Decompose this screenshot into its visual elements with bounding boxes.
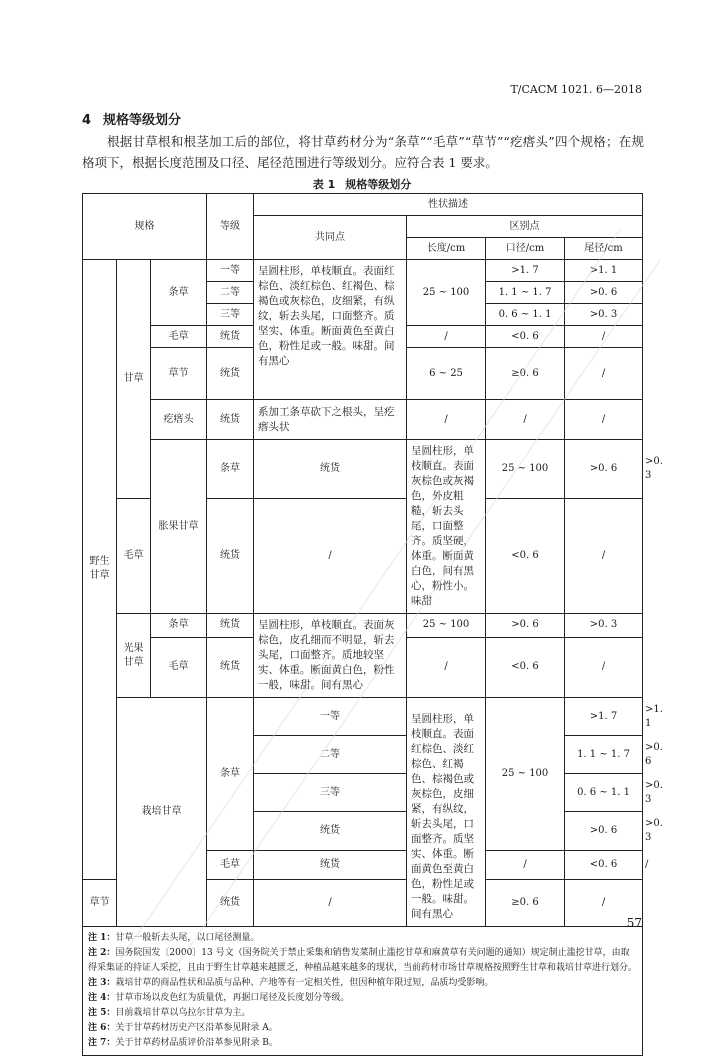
note-line	[88, 976, 637, 991]
wild-caojie-label: 草节	[151, 348, 207, 400]
tail-cell: /	[565, 348, 643, 400]
mouth-cell: <0. 6	[486, 326, 565, 348]
grade-cell: 一等	[207, 260, 254, 282]
guangguo-tiao-label: 条草	[151, 614, 207, 638]
intro-paragraph: 根据甘草根和根茎加工后的部位，将甘草药材分为“条草”“毛草”“草节”“疙瘩头”四个规格；在规格项下，根据长度范围及口径、尾径范围进行等级划分。应符合表 1 要求。	[82, 134, 644, 170]
cultivated-maocao-label: 毛草	[207, 850, 254, 879]
tail-cell: /	[565, 326, 643, 348]
tail-cell: /	[565, 637, 643, 697]
tail-cell: >1. 1	[565, 260, 643, 282]
length-cell: /	[254, 499, 407, 614]
grade-cell: 统货	[207, 879, 254, 926]
length-cell: 25 ~ 100	[407, 260, 486, 326]
guangguo-label: 光果甘草	[117, 614, 151, 698]
note-label: 注 2：	[88, 948, 116, 958]
note-label: 注 4：	[88, 993, 116, 1003]
header-trait: 性状描述	[254, 194, 643, 216]
wild-geda-desc: 系加工条草砍下之根头，呈疙瘩头状	[254, 400, 407, 440]
header-mouth: 口径/cm	[486, 238, 565, 260]
header-tail: 尾径/cm	[565, 238, 643, 260]
note-line	[88, 1036, 637, 1051]
header-spec: 规格	[83, 194, 207, 260]
mouth-cell: >1. 7	[486, 260, 565, 282]
mouth-cell: <0. 6	[565, 850, 643, 879]
note-label: 注 5：	[88, 1008, 116, 1018]
note-text: 国务院国发〔2000〕13 号文（国务院关于禁止采集和销售发菜制止滥挖甘草和麻黄草有关问题的通知）规定制止滥挖甘草，由取得采集证的持证人采挖，且由于野生甘草越来越匮乏，种植品越来越多的现状，当前药材市场甘草规格按照野生甘草和栽培甘草进行划分。	[88, 948, 638, 973]
tail-cell: /	[565, 499, 643, 614]
length-cell: 25 ~ 100	[486, 440, 565, 499]
cultivated-label: 栽培甘草	[117, 698, 207, 927]
mouth-cell: 1. 1 ~ 1. 7	[565, 736, 643, 774]
grade-cell: 统货	[207, 637, 254, 697]
grade-table: 规格 等级 性状描述 共同点 区别点 长度/cm 口径/cm 尾径/cm 野生甘草 甘草 条草 一等 呈圆柱形，单枝顺直。表面红棕色、淡红棕色、红褐色、棕褐色或灰棕色，皮细紧，有纵纹，斩去头尾，口面整齐。质坚实、体重。断面黄色至黄白色，粉性足或一般。味甜。间有黑心 25 ~ 100 >1. 7 >1. 1 二等 1. 1 ~ 1. 7 >0. 6 三等 0. 6 ~ 1. 1 >0. 3 毛草 统货 / <0. 6 / 草节 统货 6 ~ 25 ≥0. 6 / 疙瘩头 统货 系加工条草砍下之根头，呈疙瘩头状 / / / 胀果甘草 条草 统货 呈圆柱形，单枝顺直。表面灰棕色或灰褐色，外皮粗糙，斩去头尾，口面整齐。质坚硬，体重。断面黄白色，间有黑心，粉性小。味甜 25 ~ 100 >0. 6 >0. 3 毛草 统货 / <0. 6 / 光果甘草 条草 统货 呈圆柱形，单枝顺直。表面灰棕色，皮孔细而不明显，斩去头尾，口面整齐。质地较坚实、体重。断面黄白色，粉性一般，味甜。间有黑心 25 ~ 100 >0. 6 >0. 3 毛草 统货 / <0. 6 / 栽培甘草 条草 一等 呈圆柱形，单枝顺直。表面红棕色、淡红棕色、红褐色、棕褐色或灰棕色，皮细紧，有纵纹，斩去头尾，口面整齐。质坚实、体重。断面黄色至黄白色，粉性足或一般。味甜。间有黑心 25 ~ 100 >1. 7 >1. 1 二等 1. 1 ~ 1. 7 >0. 6 三等 0. 6 ~ 1. 1 >0. 3 统货 >0. 6 >0. 3 毛草 统货 / <0. 6 / 草节 统货 / ≥0. 6 / 注 1：甘草一般斩去头尾，以口尾径测量。 注 2：国务院国发〔2000〕13 号文（国务院关于禁止采集和销售发菜制止滥挖甘草和麻黄草有关问题的通知）规定制止滥挖甘草，由取得采集证的持证人采挖，且由于野生甘草越来越匮乏，种植品越来越多的现状，当前药材市场甘草规格按照野生甘草和栽培甘草进行划分。 注 3：栽培甘草的商品性状和品质与品种、产地等有一定相关性，但因种植年限过短，品质均受影响。 注 4：甘草市场以皮色红为质量优，再据口尾径及长度划分等级。 注 5：目前栽培甘草以乌拉尔甘草为主。 注 6：关于甘草药材历史产区沿革参见附录 A。 注 7：关于甘草药材品质评价沿革参见附录 B。	[82, 193, 643, 1056]
note-text: 甘草一般斩去头尾，以口尾径测量。	[115, 933, 260, 943]
table-number: 表 1	[312, 178, 336, 191]
wild-tiaocao-label: 条草	[151, 260, 207, 326]
guangguo-desc: 呈圆柱形，单枝顺直。表面灰棕色，皮孔细而不明显，斩去头尾，口面整齐。质地较坚实、体重。断面黄白色，粉性一般，味甜。间有黑心	[254, 614, 407, 698]
mouth-cell: <0. 6	[486, 637, 565, 697]
guangguo-mao-label: 毛草	[151, 637, 207, 697]
wild-geda-label: 疙瘩头	[151, 400, 207, 440]
mouth-cell: 0. 6 ~ 1. 1	[565, 774, 643, 812]
header-length: 长度/cm	[407, 238, 486, 260]
tail-cell: >0. 6	[565, 282, 643, 304]
length-cell: 25 ~ 100	[486, 698, 565, 851]
header-grade: 等级	[207, 194, 254, 260]
mouth-cell: 1. 1 ~ 1. 7	[486, 282, 565, 304]
gancao-label: 甘草	[117, 260, 151, 499]
grade-cell: 统货	[207, 400, 254, 440]
grade-cell: 二等	[254, 736, 407, 774]
note-label: 注 1：	[88, 933, 116, 943]
tail-cell: >0. 3	[565, 304, 643, 326]
length-cell: 6 ~ 25	[407, 348, 486, 400]
cultivated-desc: 呈圆柱形，单枝顺直。表面红棕色、淡红棕色、红褐色、棕褐色或灰棕色，皮细紧，有纵纹，斩去头尾，口面整齐。质坚实、体重。断面黄色至黄白色，粉性足或一般。味甜。间有黑心	[407, 698, 486, 927]
note-line	[88, 1006, 637, 1021]
note-label: 注 7：	[88, 1038, 116, 1048]
note-text: 栽培甘草的商品性状和品质与品种、产地等有一定相关性，但因种植年限过短，品质均受影响。	[115, 978, 494, 988]
table-notes	[83, 927, 643, 1056]
wild-gancao-desc: 呈圆柱形，单枝顺直。表面红棕色、淡红棕色、红褐色、棕褐色或灰棕色，皮细紧，有纵纹，斩去头尾，口面整齐。质坚实、体重。断面黄色至黄白色，粉性足或一般。味甜。间有黑心	[254, 260, 407, 400]
mouth-cell: >0. 6	[565, 440, 643, 499]
length-cell: /	[407, 326, 486, 348]
note-line	[88, 1021, 637, 1036]
grade-cell: 三等	[254, 774, 407, 812]
cultivated-caojie-label: 草节	[83, 879, 117, 926]
page-number: 57	[626, 916, 642, 930]
grade-cell: 统货	[254, 850, 407, 879]
zhangguo-tiao-label: 条草	[207, 440, 254, 499]
length-cell: 25 ~ 100	[407, 614, 486, 638]
mouth-cell: >0. 6	[565, 812, 643, 850]
section-number: 4	[82, 113, 92, 128]
tail-cell: /	[565, 400, 643, 440]
grade-cell: 统货	[207, 614, 254, 638]
note-text: 关于甘草药材历史产区沿革参见附录 A。	[115, 1023, 278, 1033]
mouth-cell: 0. 6 ~ 1. 1	[486, 304, 565, 326]
mouth-cell: ≥0. 6	[486, 879, 565, 926]
grade-cell: 统货	[254, 440, 407, 499]
mouth-cell: /	[486, 400, 565, 440]
mouth-cell: >1. 7	[565, 698, 643, 736]
note-text: 目前栽培甘草以乌拉尔甘草为主。	[115, 1008, 251, 1018]
tail-cell: >0. 3	[565, 614, 643, 638]
length-cell: /	[486, 850, 565, 879]
table-caption	[0, 176, 724, 192]
table-title: 规格等级划分	[345, 178, 412, 191]
tail-cell: /	[565, 879, 643, 926]
grade-cell: 三等	[207, 304, 254, 326]
header-diff: 区别点	[407, 216, 643, 238]
note-label: 注 3：	[88, 978, 116, 988]
grade-cell: 统货	[207, 348, 254, 400]
header-common: 共同点	[254, 216, 407, 260]
grade-cell: 统货	[254, 812, 407, 850]
section-title: 规格等级划分	[103, 113, 182, 128]
cultivated-tiaocao-label: 条草	[207, 698, 254, 851]
note-line	[88, 991, 637, 1006]
note-line	[88, 931, 637, 946]
note-line	[88, 946, 637, 976]
grade-cell: 统货	[207, 326, 254, 348]
zhangguo-label: 胀果甘草	[151, 440, 207, 614]
note-text: 关于甘草药材品质评价沿革参见附录 B。	[115, 1038, 278, 1048]
length-cell: /	[254, 879, 407, 926]
grade-cell: 二等	[207, 282, 254, 304]
grade-cell: 一等	[254, 698, 407, 736]
mouth-cell: ≥0. 6	[486, 348, 565, 400]
length-cell: /	[407, 400, 486, 440]
wild-label: 野生甘草	[83, 260, 117, 880]
grade-cell: 统货	[207, 499, 254, 614]
mouth-cell: >0. 6	[486, 614, 565, 638]
section-heading	[82, 109, 181, 128]
wild-maocao-label: 毛草	[151, 326, 207, 348]
note-text: 甘草市场以皮色红为质量优，再据口尾径及长度划分等级。	[115, 993, 350, 1003]
note-label: 注 6：	[88, 1023, 116, 1033]
zhangguo-mao-label: 毛草	[117, 499, 151, 614]
length-cell: /	[407, 637, 486, 697]
standard-code: T/CACM 1021. 6—2018	[510, 83, 642, 96]
zhangguo-desc: 呈圆柱形，单枝顺直。表面灰棕色或灰褐色，外皮粗糙，斩去头尾，口面整齐。质坚硬，体重。断面黄白色，间有黑心，粉性小。味甜	[407, 440, 486, 614]
mouth-cell: <0. 6	[486, 499, 565, 614]
